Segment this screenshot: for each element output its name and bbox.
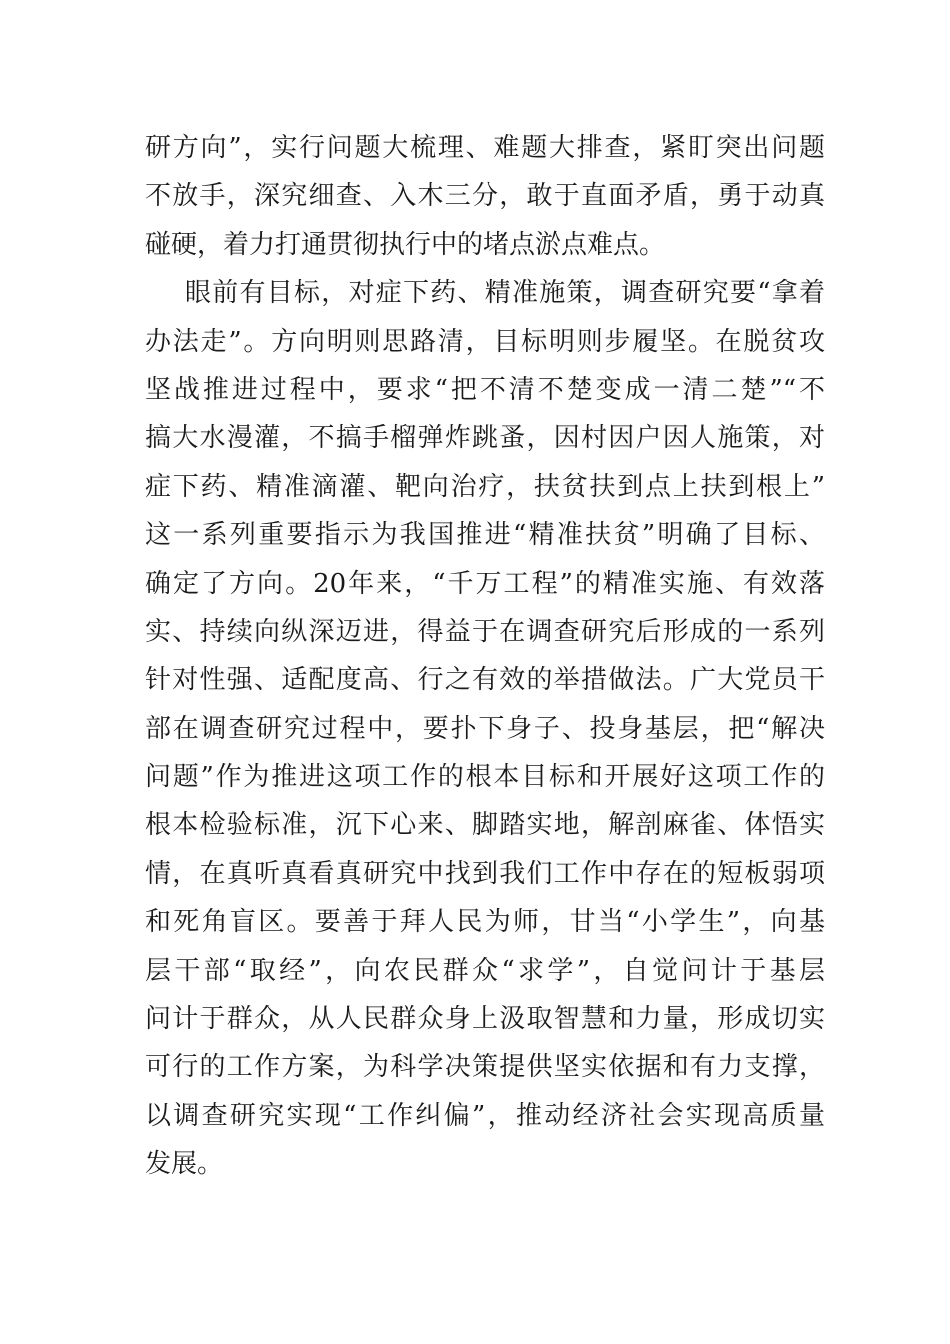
paragraph-1-line-1: 研方向”，实行问题大梳理、难题大排查，紧盯突出问题 <box>145 133 825 163</box>
paragraph-2-line-4: 搞大水漫灌，不搞手榴弹炸跳蚤，因村因户因人施策，对 <box>145 423 825 454</box>
paragraph-2-line-10: 部在调查研究过程中，要扑下身子、投身基层，把“解决 <box>145 713 825 744</box>
paragraph-2-line-5: 症下药、精准滴灌、靶向治疗，扶贫扶到点上扶到根上” <box>145 471 825 502</box>
paragraph-2-line-9: 针对性强、适配度高、行之有效的举措做法。广大党员干 <box>145 665 825 696</box>
body-text <box>145 124 825 1189</box>
paragraph-2-line-14: 和死角盲区。要善于拜人民为师，甘当“小学生”，向基 <box>145 907 825 938</box>
paragraph-2-line-17: 可行的工作方案，为科学决策提供坚实依据和有力支撑， <box>145 1052 825 1083</box>
paragraph-2-line-15: 层干部“取经”，向农民群众“求学”，自觉问计于基层 <box>145 955 825 986</box>
paragraph-2-line-1: 眼前有目标，对症下药、精准施策，调查研究要“拿着 <box>185 278 825 309</box>
paragraph-1-line-3: 碰硬，着力打通贯彻执行中的堵点淤点难点。 <box>145 229 666 260</box>
paragraph-2-line-13: 情，在真听真看真研究中找到我们工作中存在的短板弱项 <box>145 858 825 889</box>
paragraph-1-line-2: 不放手，深究细查、入木三分，敢于直面矛盾，勇于动真 <box>145 181 825 212</box>
paragraph-2-line-12: 根本检验标准，沉下心来、脚踏实地，解剖麻雀、体悟实 <box>145 810 825 841</box>
paragraph-2-line-19: 发展。 <box>145 1149 224 1180</box>
paragraph-2-line-6: 这一系列重要指示为我国推进“精准扶贫”明确了目标、 <box>145 520 825 551</box>
paragraph-2-line-3: 坚战推进过程中，要求“把不清不楚变成一清二楚”“不 <box>145 374 825 405</box>
paragraph-2-line-16: 问计于群众，从人民群众身上汲取智慧和力量，形成切实 <box>145 1004 825 1035</box>
paragraph-2-line-7: 确定了方向。20年来，“千万工程”的精准实施、有效落 <box>145 568 825 599</box>
paragraph-2-line-2: 办法走”。方向明则思路清，目标明则步履坚。在脱贫攻 <box>145 326 825 357</box>
paragraph-2-line-18: 以调查研究实现“工作纠偏”，推动经济社会实现高质量 <box>145 1100 825 1131</box>
paragraph-2-line-11: 问题”作为推进这项工作的根本目标和开展好这项工作的 <box>145 762 825 793</box>
paragraph-2-line-8: 实、持续向纵深迈进，得益于在调查研究后形成的一系列 <box>145 616 825 647</box>
